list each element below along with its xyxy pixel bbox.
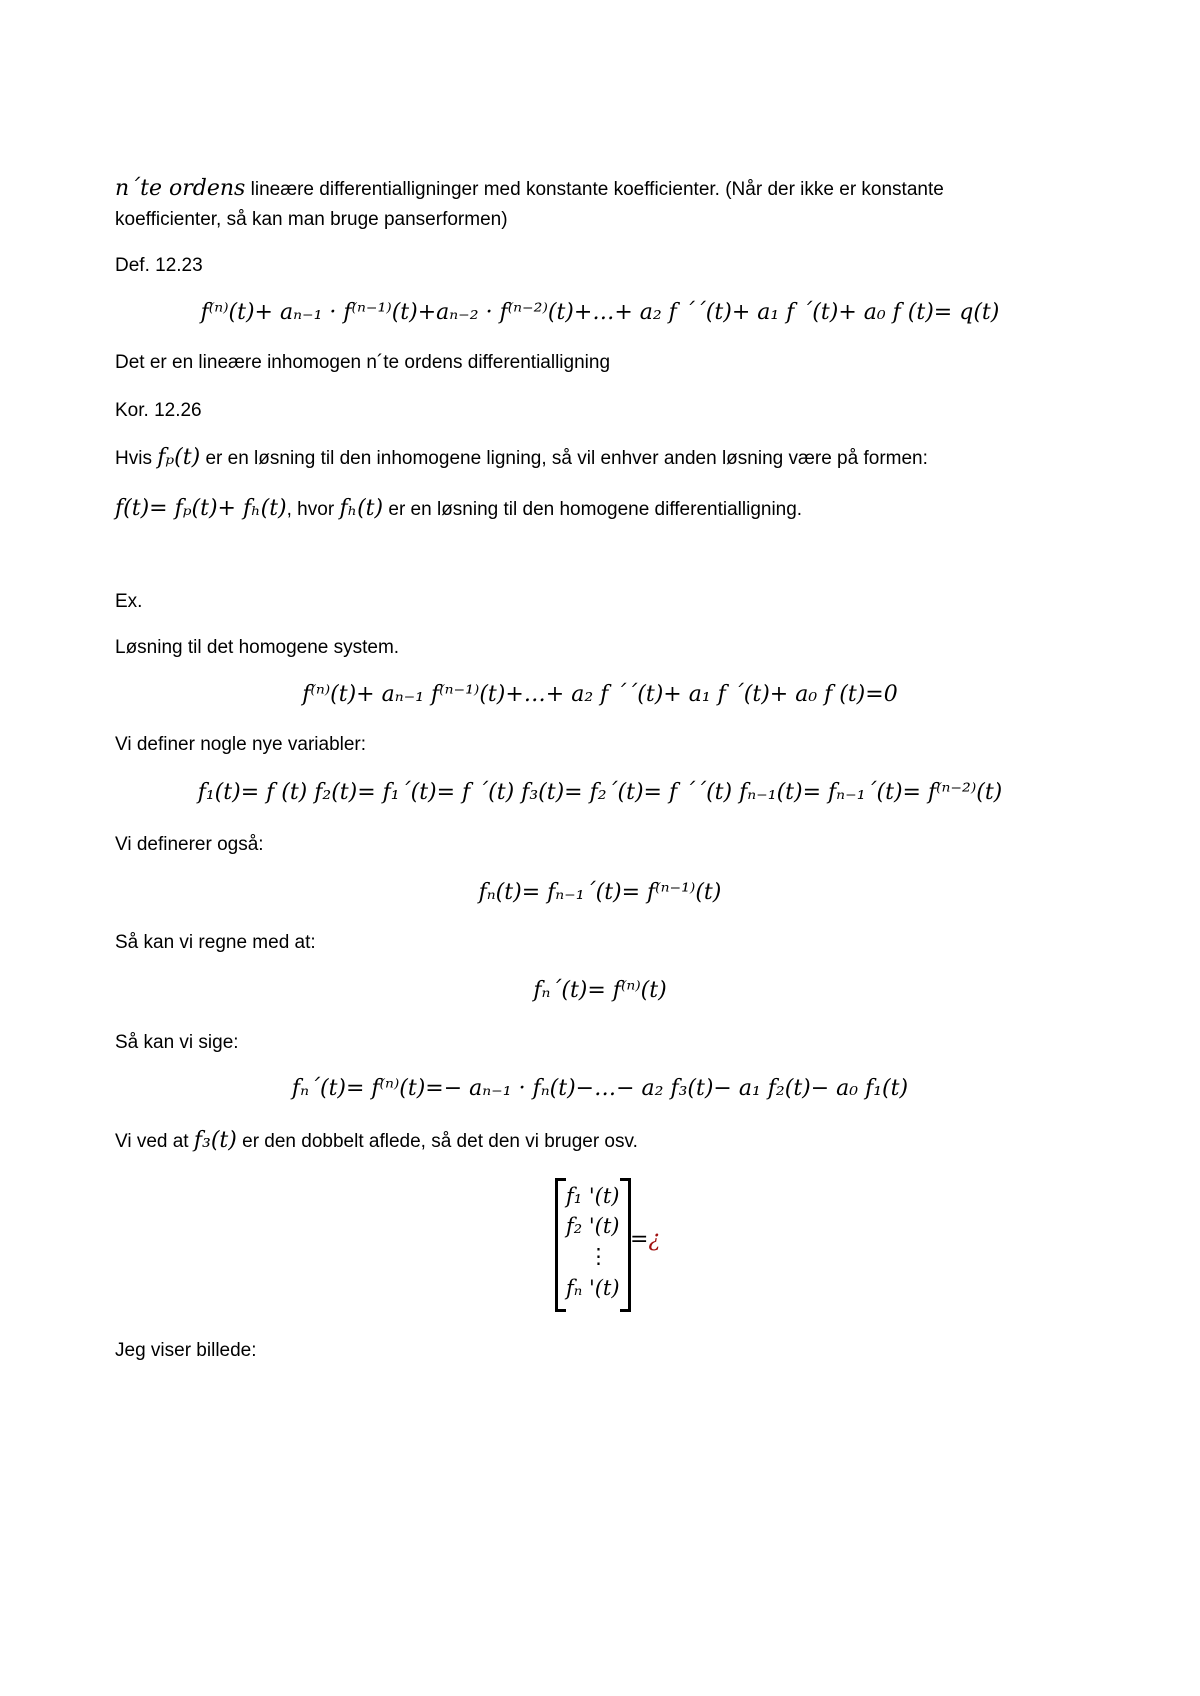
calc-text: Så kan vi regne med at: xyxy=(115,932,316,953)
matrix-rhs-symbol: ¿ xyxy=(648,1227,661,1252)
intro-line-1 xyxy=(115,176,944,201)
intro-line-2: koefficienter, så kan man bruge panserformen) xyxy=(115,209,508,230)
kor-line-2-math-2: fₕ(t) xyxy=(339,496,384,521)
kor-line-2 xyxy=(115,496,802,521)
equation-system-text: fₙ´(t)= f⁽ⁿ⁾(t)=− aₙ₋₁ · fₙ(t)−…− a₂ f₃(t)− a₁ f₂(t)− a₀ f₁(t) xyxy=(291,1076,909,1101)
know-line-post: er den dobbelt aflede, så det den vi bruger osv. xyxy=(236,1131,638,1152)
equation-variables-text: f₁(t)= f (t) f₂(t)= f₁´(t)= f ´(t) f₃(t)= f₂´(t)= f ´´(t) fₙ₋₁(t)= fₙ₋₁´(t)= f⁽ⁿ⁻²⁾(t) xyxy=(197,780,1003,805)
intro-text: lineære differentialligninger med konstante koefficienter. (Når der ikke er konstante xyxy=(245,179,944,200)
kor-line-1-pre: Hvis xyxy=(115,448,158,469)
also-text: Vi definerer også: xyxy=(115,834,264,855)
def-text: Det er en lineære inhomogen n´te ordens differentialligning xyxy=(115,352,611,373)
equation-fn xyxy=(0,880,1200,905)
kor-line-1-math: fₚ(t) xyxy=(157,445,201,470)
kor-line-2-mid: , hvor xyxy=(286,499,340,520)
kor-line-1 xyxy=(115,445,928,470)
know-line xyxy=(115,1128,638,1153)
matrix-row-2: f₂ '(t) xyxy=(566,1214,620,1238)
matrix-bracket-bottom-right xyxy=(620,1309,628,1312)
kor-line-2-math-1: f(t)= fₚ(t)+ fₕ(t) xyxy=(115,496,287,521)
kor-line-2-post: er en løsning til den homogene differentialligning. xyxy=(383,499,803,520)
equation-homogeneous xyxy=(0,682,1200,707)
matrix-row-4: fₙ '(t) xyxy=(566,1276,620,1300)
matrix-row-3: ⋮ xyxy=(588,1244,609,1268)
matrix-bracket-bottom-left xyxy=(558,1309,566,1312)
ex-label: Ex. xyxy=(115,591,143,612)
equation-variables xyxy=(0,780,1200,805)
equation-definition xyxy=(0,300,1200,325)
intro-math: n´te ordens xyxy=(115,176,246,201)
hom-text: Løsning til det homogene system. xyxy=(115,637,400,658)
vars-text: Vi definer nogle nye variabler: xyxy=(115,734,367,755)
equation-fn-derivative xyxy=(0,978,1200,1003)
kor-line-1-post: er en løsning til den inhomogene ligning, så vil enhver anden løsning være på formen: xyxy=(200,448,928,469)
say-text: Så kan vi sige: xyxy=(115,1032,239,1053)
matrix-rhs xyxy=(630,1227,660,1252)
def-label: Def. 12.23 xyxy=(115,255,203,276)
matrix-column-vector xyxy=(555,1178,631,1312)
kor-label: Kor. 12.26 xyxy=(115,400,202,421)
equation-system xyxy=(0,1076,1200,1101)
know-line-math: f₃(t) xyxy=(193,1128,237,1153)
matrix-row-1: f₁ '(t) xyxy=(566,1184,620,1208)
picture-text: Jeg viser billede: xyxy=(115,1340,257,1361)
equation-definition-text: f⁽ⁿ⁾(t)+ aₙ₋₁ · f⁽ⁿ⁻¹⁾(t)+aₙ₋₂ · f⁽ⁿ⁻²⁾(t)+…+ a₂ f ´´(t)+ a₁ f ´(t)+ a₀ f (t)= q(t) xyxy=(200,300,1000,325)
equation-fn-derivative-text: fₙ´(t)= f⁽ⁿ⁾(t) xyxy=(533,978,667,1003)
know-line-pre: Vi ved at xyxy=(115,1131,194,1152)
matrix-equals: = xyxy=(630,1227,649,1252)
equation-homogeneous-text: f⁽ⁿ⁾(t)+ aₙ₋₁ f⁽ⁿ⁻¹⁾(t)+…+ a₂ f ´´(t)+ a₁ f ´(t)+ a₀ f (t)=0 xyxy=(302,682,898,707)
equation-fn-text: fₙ(t)= fₙ₋₁´(t)= f⁽ⁿ⁻¹⁾(t) xyxy=(478,880,722,905)
